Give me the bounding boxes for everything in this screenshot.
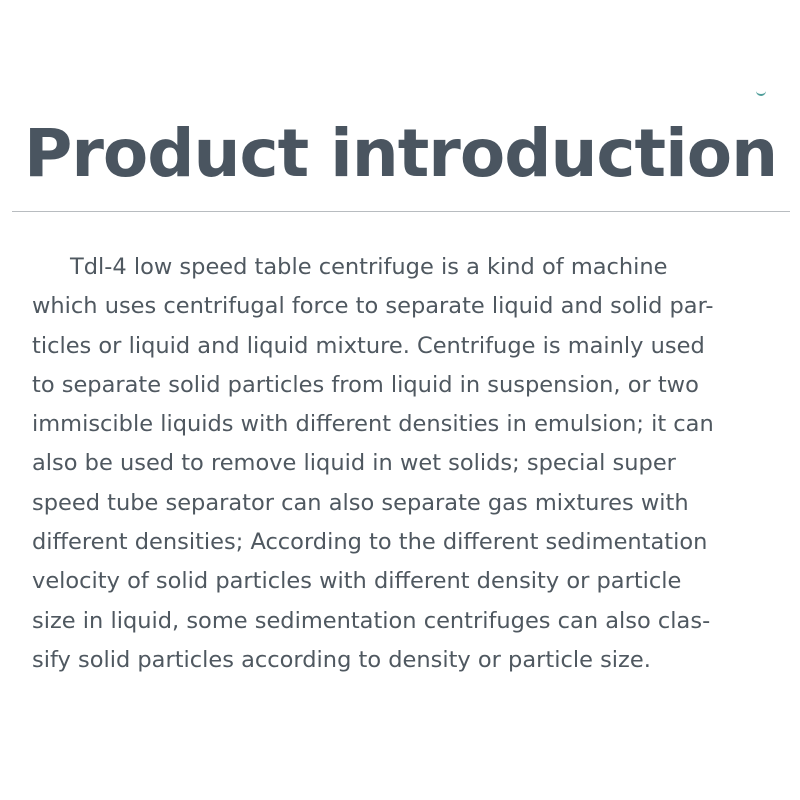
decorative-accent-mark — [756, 90, 766, 96]
intro-line: immiscible liquids with different densities in emulsion; it can — [32, 411, 714, 438]
intro-line: sify solid particles according to density or particle size. — [32, 646, 651, 673]
intro-line: velocity of solid particles with different density or particle — [32, 568, 682, 595]
intro-paragraph — [32, 248, 792, 680]
intro-line: which uses centrifugal force to separate liquid and solid par- — [32, 293, 714, 320]
intro-line: ticles or liquid and liquid mixture. Centrifuge is mainly used — [32, 332, 705, 359]
title-divider — [12, 211, 790, 212]
intro-line: different densities; According to the different sedimentation — [32, 529, 708, 556]
intro-line: Tdl-4 low speed table centrifuge is a kind of machine — [70, 254, 668, 280]
intro-line: also be used to remove liquid in wet solids; special super — [32, 450, 676, 477]
intro-line: speed tube separator can also separate gas mixtures with — [32, 489, 689, 516]
intro-line: to separate solid particles from liquid in suspension, or two — [32, 371, 699, 398]
page-title: Product introduction — [24, 115, 778, 192]
intro-line: size in liquid, some sedimentation centrifuges can also clas- — [32, 607, 711, 634]
